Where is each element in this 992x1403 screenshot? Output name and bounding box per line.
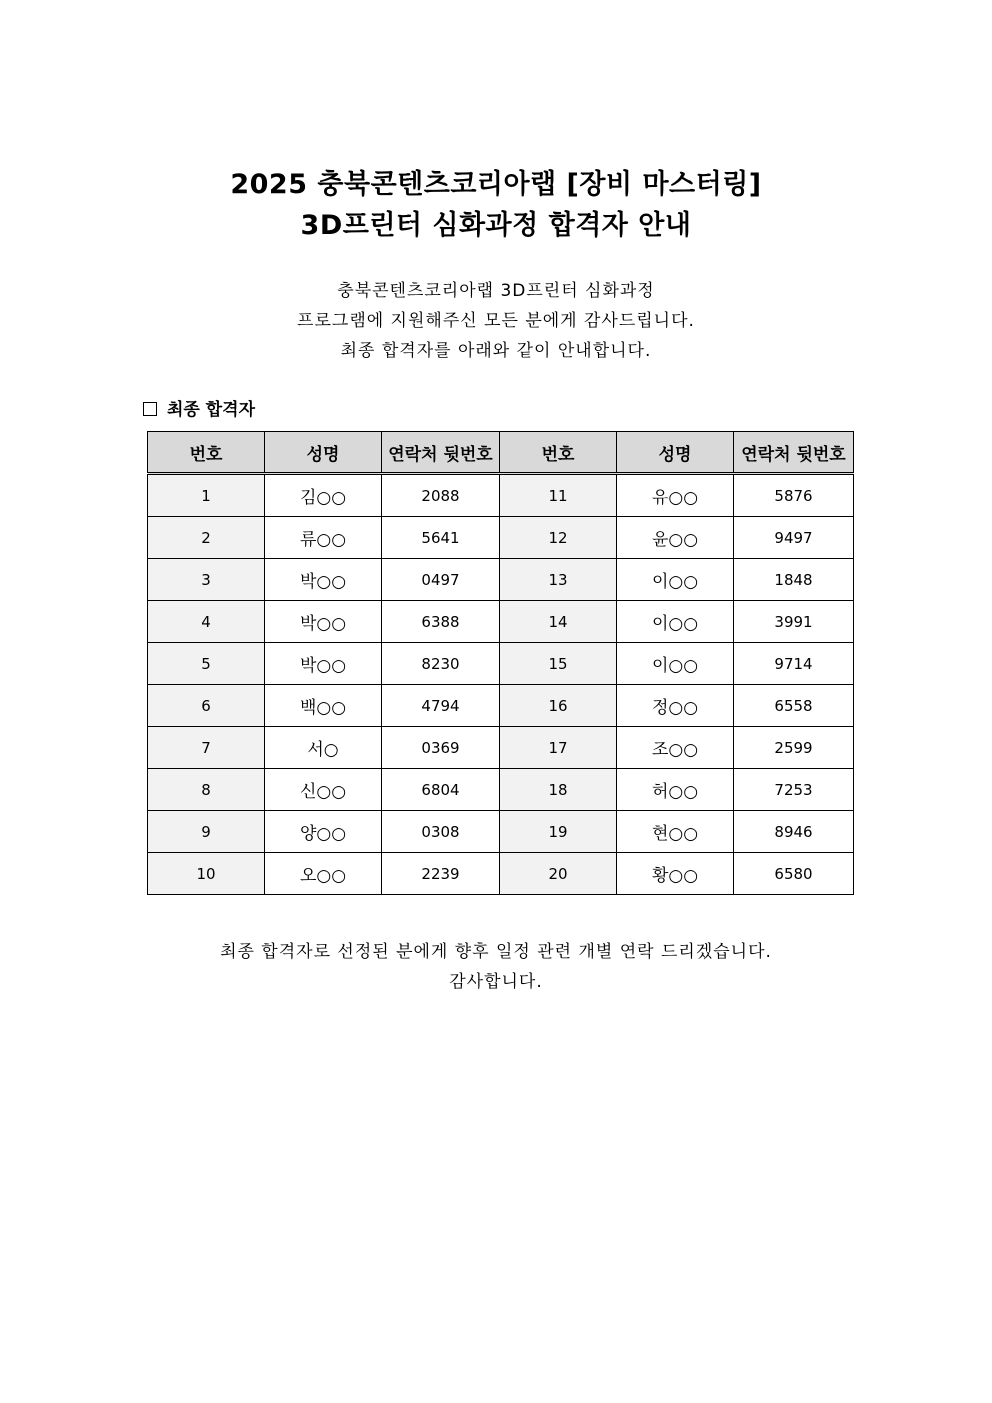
document-title-line-2: 3D프린터 심화과정 합격자 안내 <box>300 210 692 241</box>
cell-phone: 8946 <box>734 811 854 853</box>
table-header-row <box>148 432 854 474</box>
table-row <box>148 601 854 643</box>
header-number: 번호 <box>500 432 617 474</box>
cell-name: 현○○ <box>617 811 734 853</box>
cell-name: 서○ <box>265 727 382 769</box>
cell-number: 2 <box>148 517 265 559</box>
cell-name: 양○○ <box>265 811 382 853</box>
cell-phone: 2088 <box>382 474 500 517</box>
cell-name: 김○○ <box>265 474 382 517</box>
cell-name: 백○○ <box>265 685 382 727</box>
cell-name: 류○○ <box>265 517 382 559</box>
cell-phone: 2599 <box>734 727 854 769</box>
cell-phone: 6388 <box>382 601 500 643</box>
table-row <box>148 643 854 685</box>
cell-number: 16 <box>500 685 617 727</box>
intro-line: 최종 합격자를 아래와 같이 안내합니다. <box>340 341 652 361</box>
intro-line: 프로그램에 지원해주신 모든 분에게 감사드립니다. <box>297 311 695 331</box>
table-row <box>148 853 854 895</box>
cell-number: 17 <box>500 727 617 769</box>
cell-number: 6 <box>148 685 265 727</box>
cell-name: 윤○○ <box>617 517 734 559</box>
cell-number: 8 <box>148 769 265 811</box>
section-heading <box>143 395 255 420</box>
cell-phone: 8230 <box>382 643 500 685</box>
cell-number: 19 <box>500 811 617 853</box>
table-row <box>148 811 854 853</box>
cell-name: 이○○ <box>617 559 734 601</box>
cell-phone: 9714 <box>734 643 854 685</box>
cell-name: 박○○ <box>265 559 382 601</box>
header-name: 성명 <box>265 432 382 474</box>
cell-number: 14 <box>500 601 617 643</box>
table-row <box>148 517 854 559</box>
cell-name: 조○○ <box>617 727 734 769</box>
closing-line: 감사합니다. <box>449 972 543 992</box>
header-number: 번호 <box>148 432 265 474</box>
winners-table-body <box>148 474 854 895</box>
cell-number: 12 <box>500 517 617 559</box>
document-title-line-1: 2025 충북콘텐츠코리아랩 [장비 마스터링] <box>230 169 762 200</box>
cell-number: 5 <box>148 643 265 685</box>
cell-phone: 6804 <box>382 769 500 811</box>
closing-paragraph <box>0 937 992 997</box>
cell-phone: 4794 <box>382 685 500 727</box>
table-row <box>148 474 854 517</box>
cell-name: 정○○ <box>617 685 734 727</box>
header-name: 성명 <box>617 432 734 474</box>
intro-paragraph <box>0 276 992 366</box>
cell-number: 4 <box>148 601 265 643</box>
cell-phone: 6580 <box>734 853 854 895</box>
cell-phone: 0369 <box>382 727 500 769</box>
header-phone-last-digits: 연락처 뒷번호 <box>382 432 500 474</box>
cell-name: 박○○ <box>265 601 382 643</box>
cell-phone: 2239 <box>382 853 500 895</box>
cell-phone: 6558 <box>734 685 854 727</box>
cell-number: 9 <box>148 811 265 853</box>
cell-phone: 9497 <box>734 517 854 559</box>
table-row <box>148 769 854 811</box>
table-row <box>148 685 854 727</box>
cell-number: 13 <box>500 559 617 601</box>
cell-name: 박○○ <box>265 643 382 685</box>
cell-phone: 7253 <box>734 769 854 811</box>
cell-name: 이○○ <box>617 643 734 685</box>
closing-line: 최종 합격자로 선정된 분에게 향후 일정 관련 개별 연락 드리겠습니다. <box>220 942 772 962</box>
checkbox-square-icon <box>143 402 157 416</box>
cell-number: 10 <box>148 853 265 895</box>
table-row <box>148 727 854 769</box>
cell-number: 1 <box>148 474 265 517</box>
cell-phone: 5641 <box>382 517 500 559</box>
cell-number: 18 <box>500 769 617 811</box>
cell-phone: 5876 <box>734 474 854 517</box>
cell-number: 7 <box>148 727 265 769</box>
cell-name: 이○○ <box>617 601 734 643</box>
cell-number: 20 <box>500 853 617 895</box>
winners-table <box>147 431 854 895</box>
header-phone-last-digits: 연락처 뒷번호 <box>734 432 854 474</box>
cell-name: 허○○ <box>617 769 734 811</box>
cell-phone: 3991 <box>734 601 854 643</box>
cell-number: 3 <box>148 559 265 601</box>
cell-number: 11 <box>500 474 617 517</box>
cell-name: 황○○ <box>617 853 734 895</box>
cell-name: 유○○ <box>617 474 734 517</box>
intro-line: 충북콘텐츠코리아랩 3D프린터 심화과정 <box>337 281 655 301</box>
cell-number: 15 <box>500 643 617 685</box>
section-heading-label: 최종 합격자 <box>167 400 256 420</box>
cell-phone: 0308 <box>382 811 500 853</box>
cell-name: 오○○ <box>265 853 382 895</box>
cell-phone: 0497 <box>382 559 500 601</box>
cell-phone: 1848 <box>734 559 854 601</box>
cell-name: 신○○ <box>265 769 382 811</box>
table-row <box>148 559 854 601</box>
